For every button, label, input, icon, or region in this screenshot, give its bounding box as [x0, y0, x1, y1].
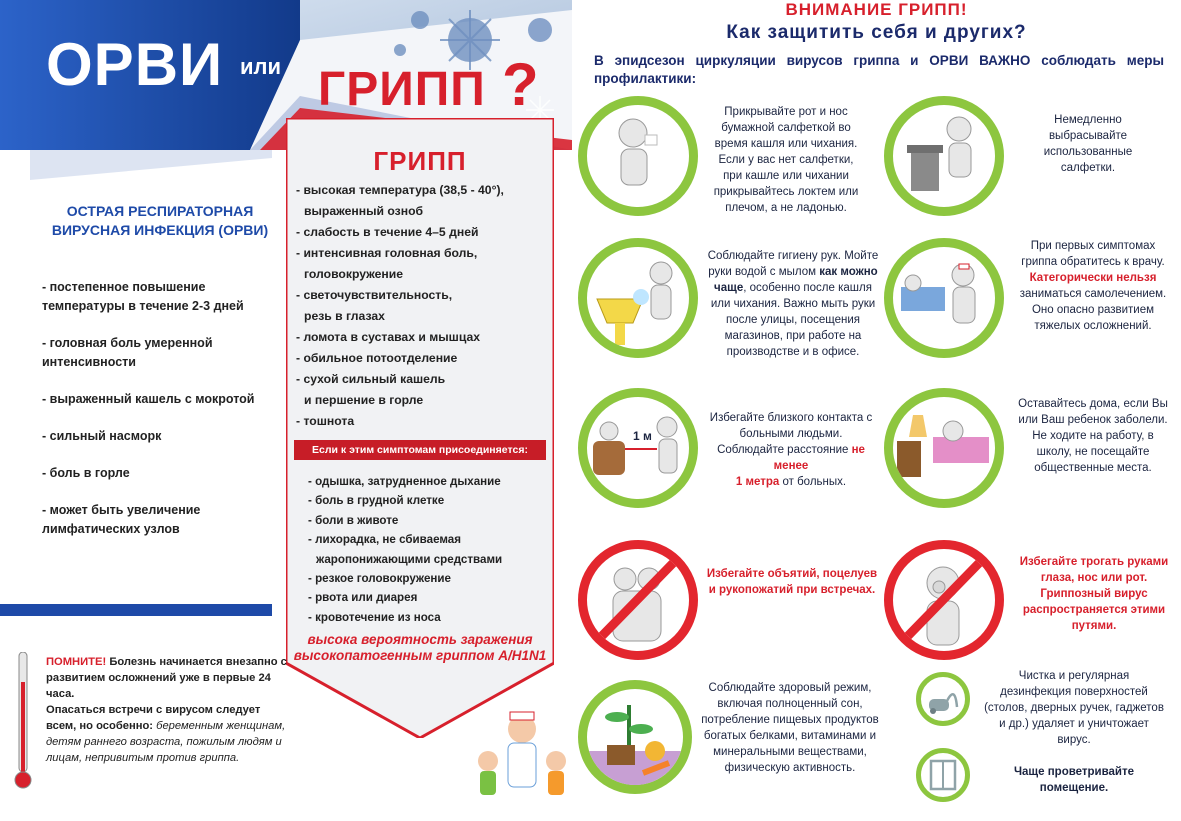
bed-icon: [884, 388, 1004, 508]
tip-ventilate: Чаще проветривайте помещение.: [1013, 766, 1135, 794]
distance-label: 1 м: [633, 429, 652, 443]
left-poster: [0, 0, 572, 821]
list-item: резь в глазах: [304, 309, 385, 323]
trash-can-icon: [884, 96, 1004, 216]
tip-clean: Чистка и регулярная дезинфекция поверхностей (столов, дверных ручек, гаджетов и др.) удаляет и уничтожает вирус.: [984, 670, 1164, 746]
list-item: - сухой сильный кашель: [296, 372, 446, 386]
vacuum-icon: [916, 672, 970, 726]
how-to-protect-title: Как защитить себя и других?: [726, 22, 1027, 43]
list-item: - боль в горле: [42, 466, 130, 480]
intro-text: В эпидсезон циркуляции вирусов гриппа и ОРВИ ВАЖНО соблюдать меры профилактики:: [594, 53, 1164, 86]
gripp-question-mark: ?: [502, 51, 539, 118]
list-item: - может быть увеличение лимфатических узлов: [42, 503, 201, 536]
tip-doctor: При первых симптомах гриппа обратитесь к врачу. Категорически нельзя заниматься самолечением. Оно опасно развитием тяжелых осложнений.: [1019, 240, 1167, 332]
list-item: - одышка, затрудненное дыхание: [308, 475, 501, 488]
list-item: - сильный насморк: [42, 429, 162, 443]
orvi-heading: ОСТРАЯ РЕСПИРАТОРНАЯ ВИРУСНАЯ ИНФЕКЦИЯ (ОРВИ): [51, 203, 269, 238]
no-touch-face-icon: [884, 540, 1004, 660]
tip-home: Оставайтесь дома, если Вы или Ваш ребенок заболели. Не ходите на работу, в школу, не посещайте общественные места.: [1018, 398, 1168, 474]
list-item: - постепенное повышение температуры в течение 2-3 дней: [42, 280, 244, 313]
list-item: - резкое головокружение: [308, 572, 452, 586]
list-item: - выраженный кашель с мокротой: [42, 392, 255, 406]
list-item: - рвота или диарея: [308, 591, 418, 605]
sink-icon: [578, 238, 698, 358]
gripp-heading: ГРИПП: [373, 146, 467, 176]
tip-touch: Избегайте трогать руками глаза, нос или рот. Гриппозный вирус распространяется этими путями.: [1019, 556, 1169, 632]
tip-cover: Прикрывайте рот и нос бумажной салфеткой во время кашля или чихания. Если у вас нет салфетки, при кашле или чихании прикрывайтесь локтем или плечом, а не ладонью.: [713, 106, 859, 214]
complications-bar: Если к этим симптомам присоединяется:: [294, 440, 546, 460]
list-item: головокружение: [304, 267, 404, 281]
attention-title: ВНИМАНИЕ ГРИПП!: [785, 0, 968, 19]
gripp-symptom-list: [296, 180, 548, 432]
doctor-icon: [884, 238, 1004, 358]
tip-discard: Немедленно выбрасывайте использованные салфетки.: [1043, 114, 1133, 174]
window-icon: [916, 748, 970, 802]
list-item: - боли в животе: [308, 513, 399, 527]
no-hug-icon: [578, 540, 698, 660]
remember-label: ПОМНИТЕ!: [46, 656, 107, 668]
list-item: выраженный озноб: [304, 204, 424, 218]
list-item: - высокая температура (38,5 - 40°),: [296, 183, 504, 197]
thermometer-icon: [14, 652, 32, 792]
remember-text: ПОМНИТЕ! Болезнь начинается внезапно с развитием осложнений уже в первые 24 часа. Опасаться встречи с вирусом следует всем, но особенно: беременным женщинам, детям раннего возраста, пожилым людям и лицам, непривитым против гриппа.: [46, 656, 287, 764]
tip-wash: Соблюдайте гигиену рук. Мойте руки водой с мылом как можно чаще, особенно после кашля или чихания. Важно мыть руки после улицы, посещения магазинов, при работе на производстве и в офисе.: [707, 250, 879, 358]
gripp-column: [286, 118, 554, 738]
right-poster: [572, 0, 1181, 821]
list-item: - кровотечение из носа: [308, 610, 441, 624]
list-item: - слабость в течение 4–5 дней: [296, 225, 479, 239]
list-item: - тошнота: [296, 414, 355, 428]
complications-list: [308, 472, 548, 627]
gripp-title: ГРИПП: [318, 63, 486, 116]
remember-block: [0, 612, 290, 821]
nurse-kids-icon: [472, 707, 572, 802]
tip-hugs: Избегайте объятий, поцелуев и рукопожатий при встречах.: [706, 568, 878, 596]
armchair-icon: [578, 388, 698, 508]
h1n1-warning: высока вероятность заражения высокопатогенным гриппом A/H1N1: [293, 632, 547, 663]
list-item: - боль в грудной клетке: [308, 494, 445, 508]
list-item: - интенсивная головная боль,: [296, 246, 478, 260]
orvi-symptom-list: [42, 278, 267, 557]
list-item: - обильное потоотделение: [296, 351, 458, 365]
figure-icon: [578, 96, 698, 216]
plant-food-icon: [578, 680, 692, 794]
list-item: жаропонижающими средствами: [316, 552, 503, 566]
list-item: - светочувствительность,: [296, 288, 453, 302]
tip-regime: Соблюдайте здоровый режим, включая полноценный сон, потребление пищевых продуктов богатых белками, витаминами и минеральными веществами, физическую активность.: [701, 682, 879, 774]
list-item: - ломота в суставах и мышцах: [296, 330, 481, 344]
list-item: - головная боль умеренной интенсивности: [42, 336, 213, 369]
orvi-title: ОРВИ: [46, 31, 224, 98]
orvi-column: [30, 150, 272, 600]
list-item: и першение в горле: [304, 393, 424, 407]
list-item: - лихорадка, не сбиваемая: [308, 533, 462, 547]
or-word: или: [240, 54, 282, 79]
tip-distance: Избегайте близкого контакта с больными людьми. Соблюдайте расстояние не менее 1 метра от больных.: [709, 412, 873, 488]
